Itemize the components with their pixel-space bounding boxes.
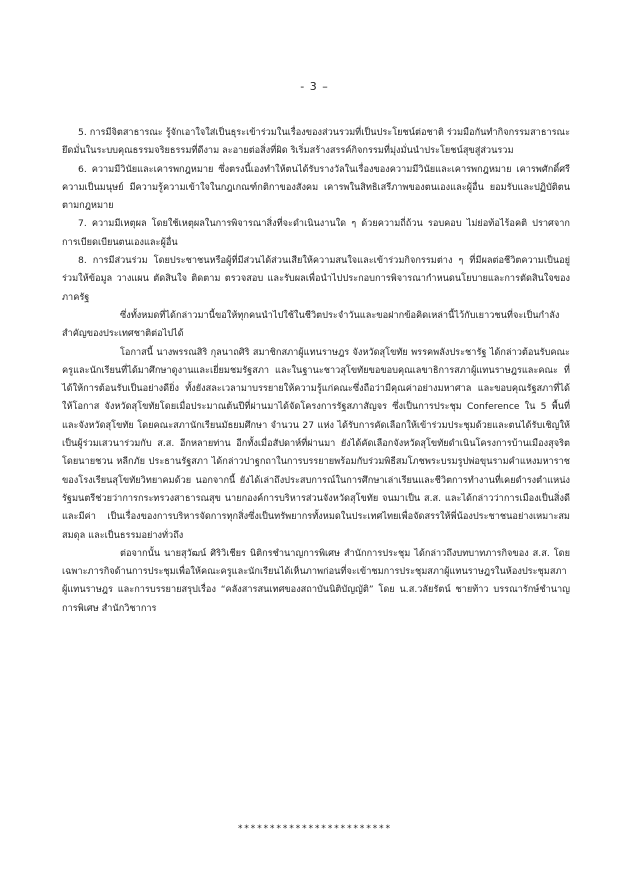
- paragraph-item-7: 7. ความมีเหตุผล โดยใช้เหตุผลในการพิจารณาสิ่งที่จะดำเนินงานใด ๆ ด้วยความถี่ถ้วน รอบคอบ ไม่ย่อท้อไร้อคติ ปราศจากการเบียดเบียนตนเองและผู้อื่น: [62, 218, 570, 248]
- paragraph-briefing: ต่อจากนั้น นายสุวัฒน์ ศิริวิเชียร นิติกรชำนาญการพิเศษ สำนักการประชุม ได้กล่าวถึงบทบาทภารกิจของ ส.ส. โดยเฉพาะภารกิจด้านการประชุมเพื่อให้คณะครูและนักเรียนได้เห็นภาพก่อนที่จะเข้าชมการประชุมสภาผู้แทนราษฎรในห้องประชุมสภาผู้แทนราษฎร และการบรรยายสรุปเรื่อง “คลังสารสนเทศของสถาบันนิติบัญญัติ” โดย น.ส.วลัยรัตน์ ชายท้าว บรรณารักษ์ชำนาญการพิเศษ สำนักวิชาการ: [62, 547, 570, 614]
- paragraph-item-5: 5. การมีจิตสาธารณะ รู้จักเอาใจใส่เป็นธุระเข้าร่วมในเรื่องของส่วนรวมที่เป็นประโยชน์ต่อชาติ ร่วมมือกันทำกิจกรรมสาธารณะ ยึดมั่นในระบบคุณธรรมจริยธรรมที่ดีงาม ละอายต่อสิ่งที่ผิด ริเริ่มสร้างสรรค์กิจกรรมที่มุ่งมั่นนำประโยชน์สุขสู่ส่วนรวม: [62, 127, 570, 157]
- document-body: [62, 124, 570, 618]
- paragraph-item-6: 6. ความมีวินัยและเคารพกฎหมาย ซึ่งตรงนี้เองทำให้ตนได้รับรางวัลในเรื่องของความมีวินัยและเคารพกฎหมาย เคารพศักดิ์ศรีความเป็นมนุษย์ มีความรู้ความเข้าใจในกฎเกณฑ์กติกาของสังคม เคารพในสิทธิเสรีภาพของตนเองและผู้อื่น ยอมรับและปฏิบัติตนตามกฎหมาย: [62, 163, 570, 212]
- paragraph-summary: ซึ่งทั้งหมดที่ได้กล่าวมานี้ขอให้ทุกคนนำไปใช้ในชีวิตประจำวันและขอฝากข้อคิดเหล่านี้ไว้กับเยาวชนที่จะเป็นกำลังสำคัญของประเทศชาติต่อไปได้: [62, 309, 560, 340]
- paragraph-mp-speech: โอกาสนี้ นางพรรณสิริ กุลนาถศิริ สมาชิกสภาผู้แทนราษฎร จังหวัดสุโขทัย พรรคพลังประชารัฐ ได้กล่าวต้อนรับคณะครูและนักเรียนที่ได้มาศึกษาดูงานและเยี่ยมชมรัฐสภา และในฐานะชาวสุโขทัยขอขอบคุณเลขาธิการสภาผู้แทนราษฎรและคณะ ที่ได้ให้การต้อนรับเป็นอย่างดียิ่ง ทั้งยังสละเวลามาบรรยายให้ความรู้แก่คณะซึ่งถือว่ามีคุณค่าอย่างมหาศาล และขอบคุณรัฐสภาที่ได้ให้โอกาส จังหวัดสุโขทัยโดยเมื่อประมาณต้นปีที่ผ่านมาได้จัดโครงการรัฐสภาสัญจร ซึ่งเป็นการประชุม Conference ใน 5 พื้นที่และจังหวัดสุโขทัย โดยคณะสภานักเรียนมัธยมศึกษา จำนวน 27 แห่ง ได้รับการคัดเลือกให้เข้าร่วมประชุมด้วยและตนได้รับเชิญให้เป็นผู้ร่วมเสวนาร่วมกับ ส.ส. อีกหลายท่าน อีกทั้งเมื่อสัปดาห์ที่ผ่านมา ยังได้คัดเลือกจังหวัดสุโขทัยดำเนินโครงการบ้านเมืองสุจริต โดยนายชวน หลีกภัย ประธานรัฐสภา ได้กล่าวปาฐกถาในการบรรยายพร้อมกับร่วมพิธีสมโภชพระบรมรูปพ่อขุนรามคำแหงมหาราชของโรงเรียนสุโขทัยวิทยาคมด้วย นอกจากนี้ ยังได้เล่าถึงประสบการณ์ในการศึกษาเล่าเรียนและชีวิตการทำงานที่เคยดำรงตำแหน่งรัฐมนตรีช่วยว่าการกระทรวงสาธารณสุข นายกองค์การบริหารส่วนจังหวัดสุโขทัย จนมาเป็น ส.ส. และได้กล่าวว่าการเมืองเป็นสิ่งดีและมีค่า เป็นเรื่องของการบริหารจัดการทุกสิ่งซึ่งเป็นทรัพยากรทั้งหมดในประเทศไทยเพื่อจัดสรรให้พี่น้องประชาชนอย่างเหมาะสม สมดุล และเป็นธรรมอย่างทั่วถึง: [62, 346, 570, 541]
- section-separator: ************************: [237, 824, 392, 834]
- paragraph-item-8: 8. การมีส่วนร่วม โดยประชาชนหรือผู้ที่มีส่วนได้ส่วนเสียให้ความสนใจและเข้าร่วมกิจกรรมต่าง ๆ ที่มีผลต่อชีวิตความเป็นอยู่ ร่วมให้ข้อมูล วางแผน ตัดสินใจ ติดตาม ตรวจสอบ และรับผลเพื่อนำไปประกอบการพิจารณากำหนดนโยบายและการตัดสินใจของภาครัฐ: [62, 255, 570, 303]
- page-number: - 3 –: [300, 80, 329, 93]
